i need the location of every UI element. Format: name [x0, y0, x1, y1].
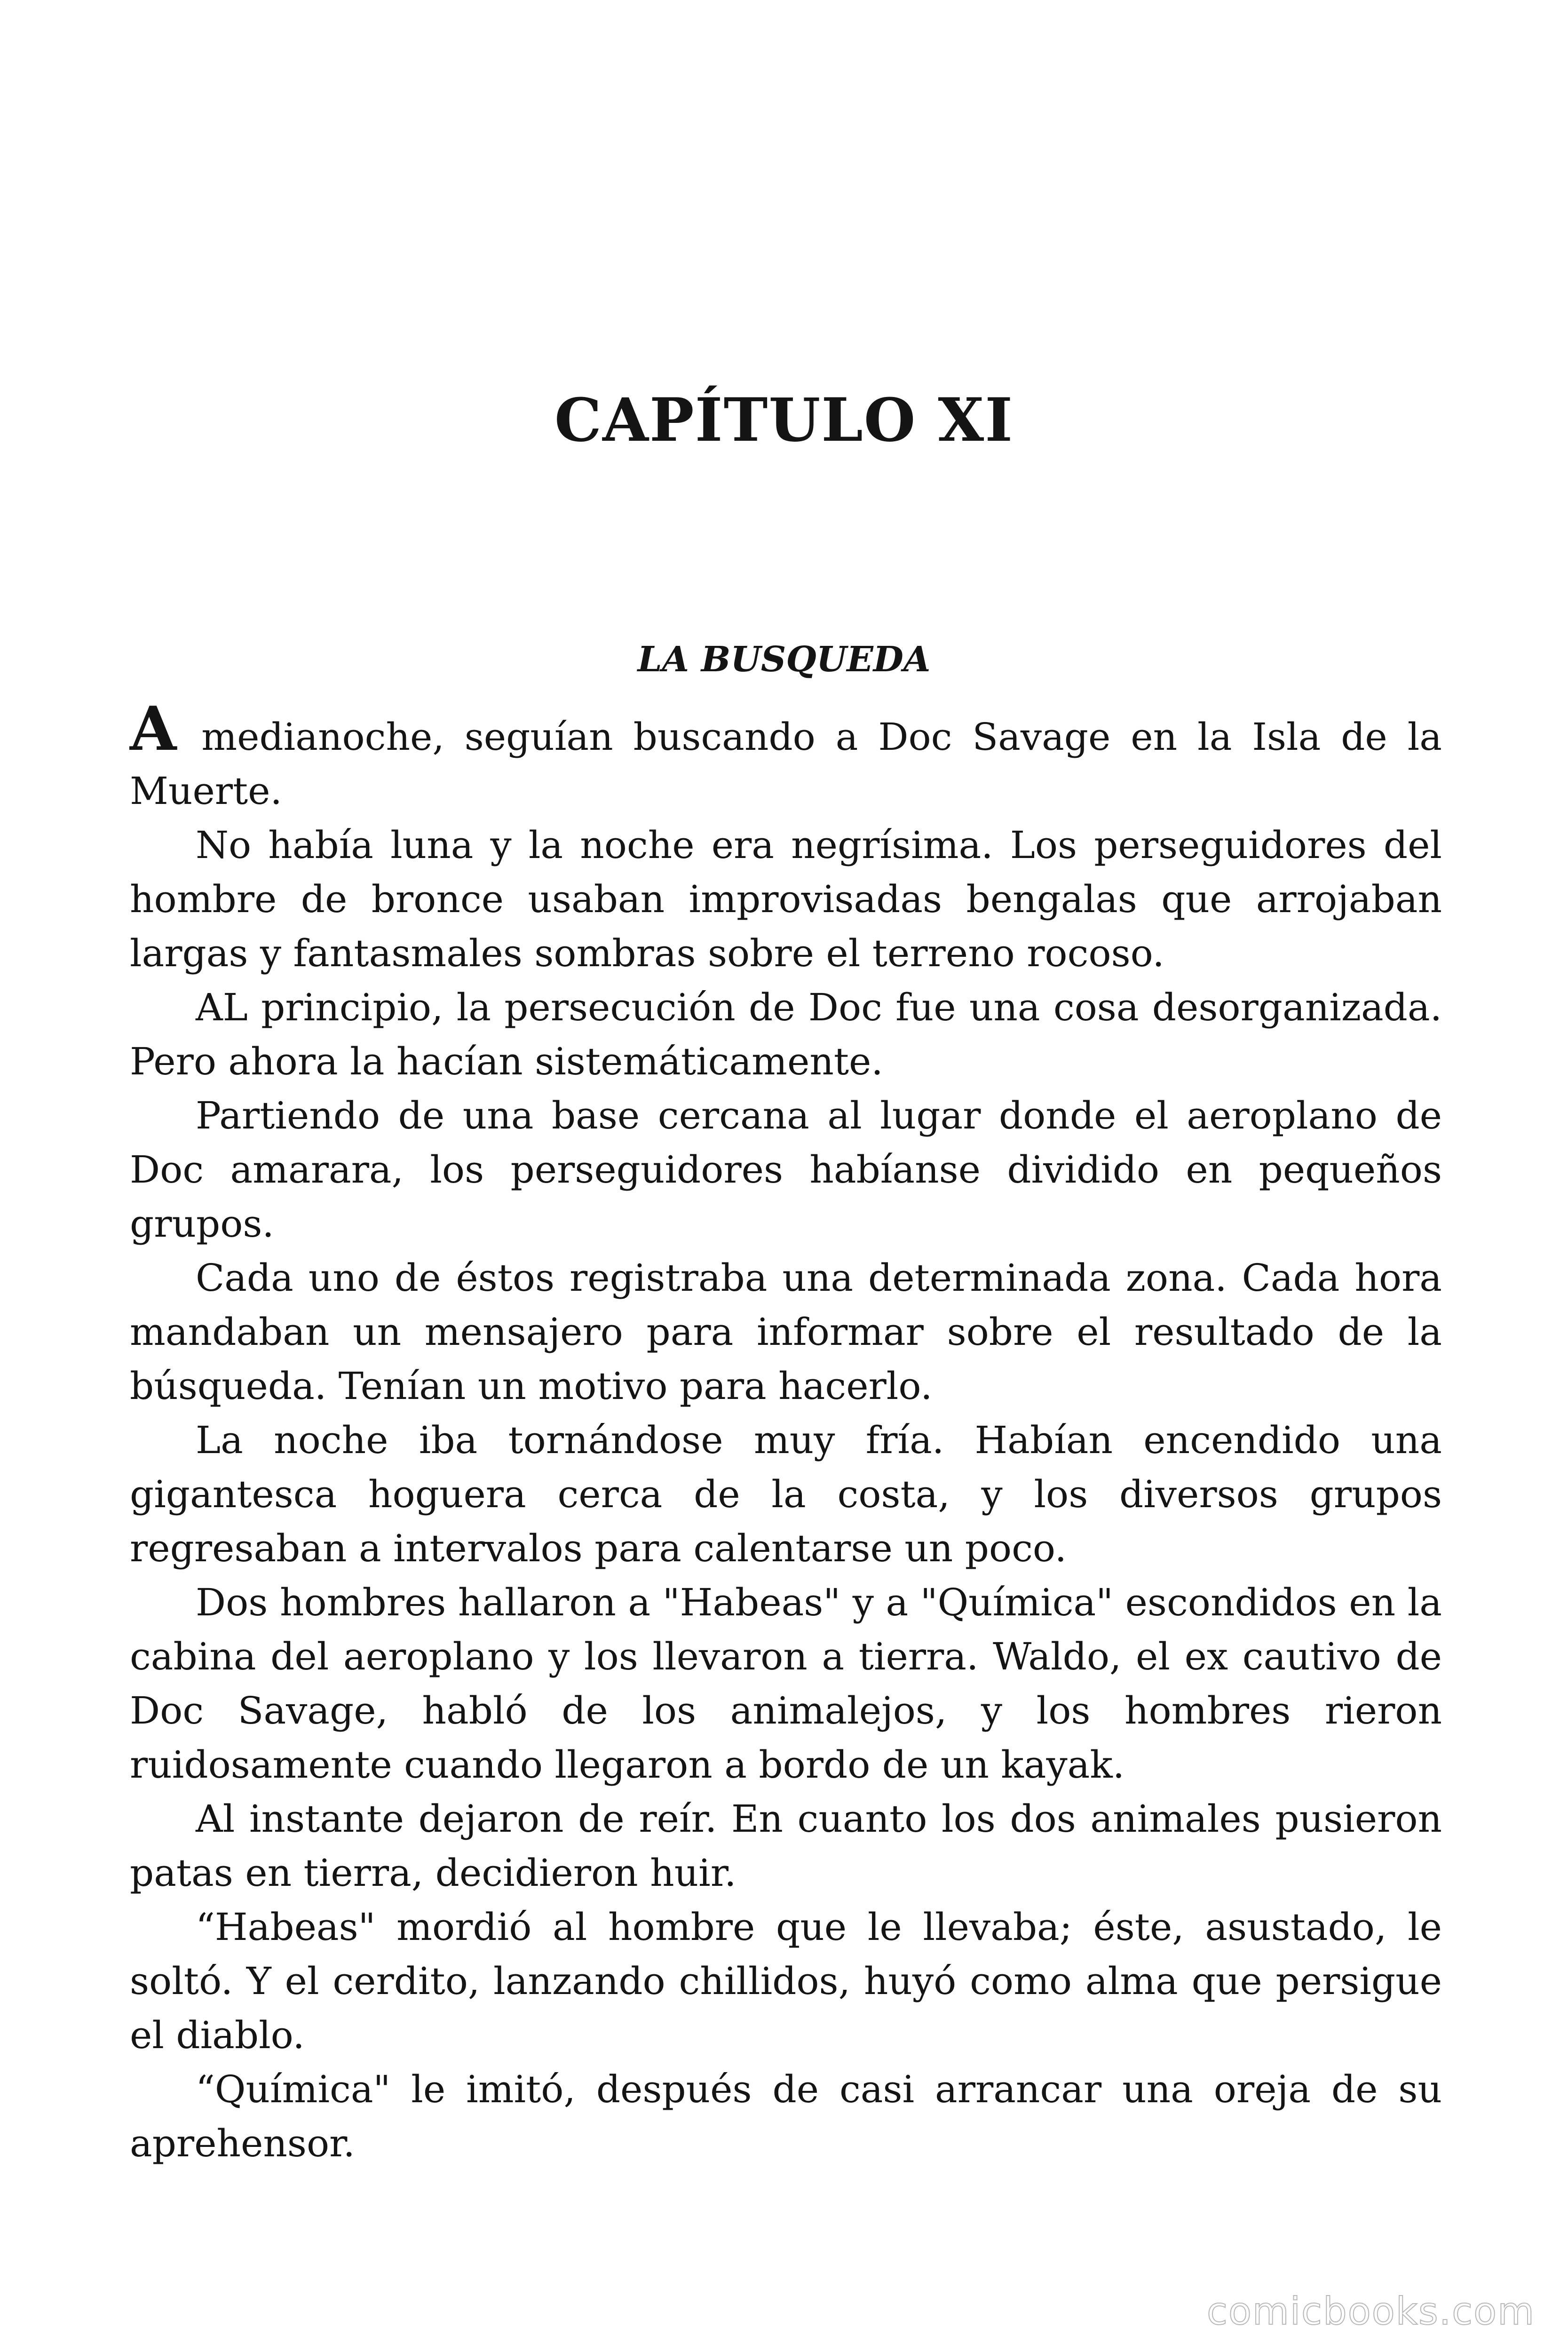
watermark: comicbooks.com: [1206, 2289, 1535, 2333]
paragraph-6: La noche iba tornándose muy fría. Habían encendido una gigantesca hoguera cerca de la costa, y los diversos grupos regresaban a intervalos para calentarse un poco.: [130, 1418, 1442, 1570]
paragraph-4: Partiendo de una base cercana al lugar donde el aeroplano de Doc amarara, los perseguidores habíanse dividido en pequeños grupos.: [130, 1094, 1442, 1246]
paragraph-3: AL principio, la persecución de Doc fue una cosa desorganizada. Pero ahora la hacían sistemáticamente.: [130, 985, 1442, 1083]
paragraph-2: No había luna y la noche era negrísima. Los perseguidores del hombre de bronce usaban improvisadas bengalas que arrojaban largas y fantasmales sombras sobre el terreno rocoso.: [130, 823, 1442, 975]
chapter-title: CAPÍTULO XI: [554, 385, 1014, 455]
paragraph-1-text: medianoche, seguían buscando a Doc Savage en la Isla de la Muerte.: [130, 715, 1442, 813]
paragraph-1: [130, 694, 1442, 818]
paragraph-7: Dos hombres hallaron a "Habeas" y a "Química" escondidos en la cabina del aeroplano y los llevaron a tierra. Waldo, el ex cautivo de Doc Savage, habló de los animalejos, y los hombres rieron ruidosamente cuando llegaron a bordo de un kayak.: [130, 1581, 1442, 1787]
drop-cap: A: [130, 694, 177, 764]
body-text: [130, 694, 1442, 2170]
paragraph-8: Al instante dejaron de reír. En cuanto los dos animales pusieron patas en tierra, decidieron huir.: [130, 1797, 1442, 1895]
paragraph-10: “Química" le imitó, después de casi arrancar una oreja de su aprehensor.: [130, 2067, 1442, 2165]
section-title: LA BUSQUEDA: [637, 639, 931, 680]
paragraph-5: Cada uno de éstos registraba una determinada zona. Cada hora mandaban un mensajero para informar sobre el resultado de la búsqueda. Tenían un motivo para hacerlo.: [130, 1256, 1442, 1408]
paragraph-9: “Habeas" mordió al hombre que le llevaba; éste, asustado, le soltó. Y el cerdito, lanzando chillidos, huyó como alma que persigue el diablo.: [130, 1905, 1442, 2057]
